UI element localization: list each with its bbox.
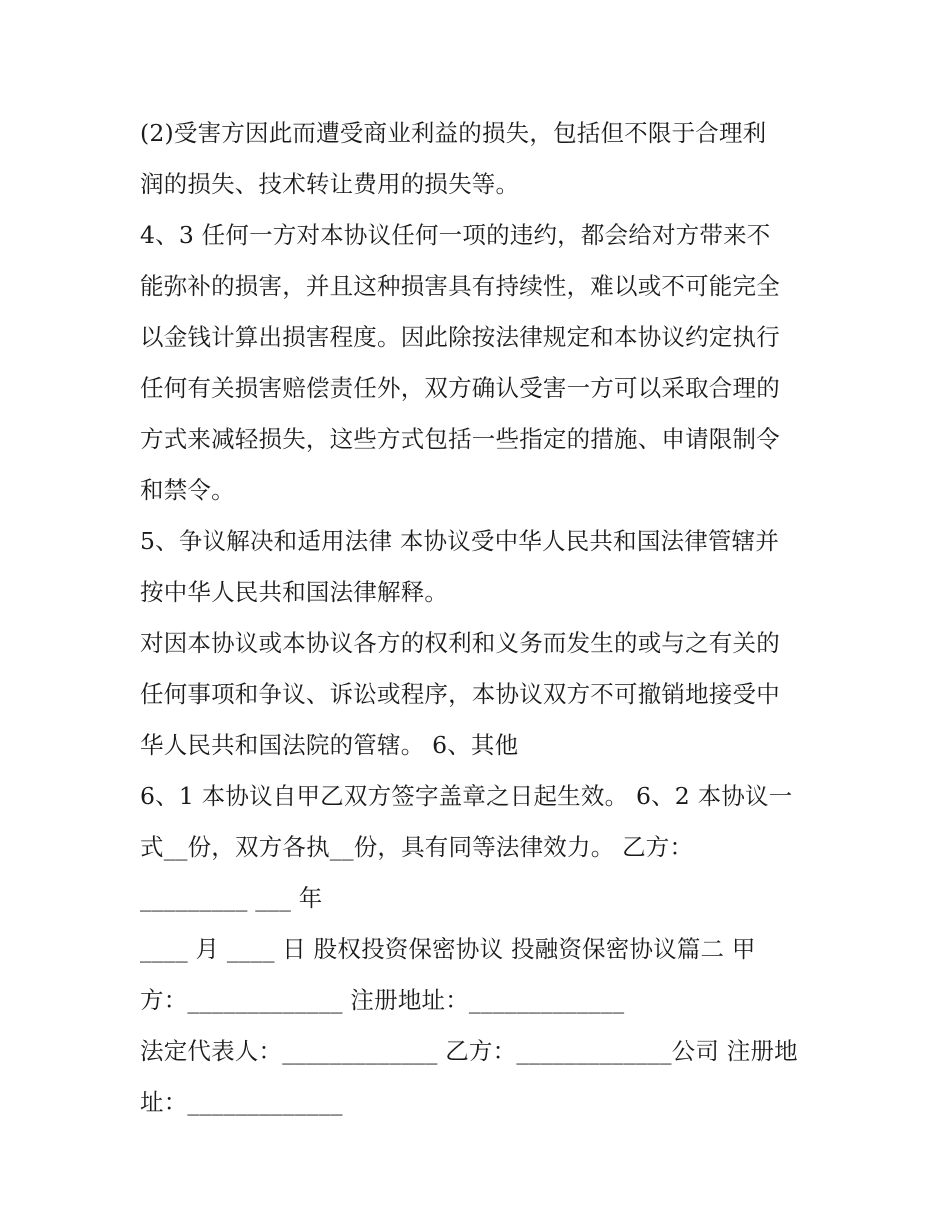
party-a-field-line: 方：_____________ 注册地址：_____________: [140, 986, 625, 1014]
text-line: 润的损失、技术转让费用的损失等。: [140, 170, 520, 198]
text-line: 对因本协议或本协议各方的权利和义务而发生的或与之有关的: [140, 629, 780, 657]
text-line: ____ 月 ____ 日 股权投资保密协议 投融资保密协议篇二 甲: [140, 935, 756, 963]
text-line: (2)受害方因此而遭受商业利益的损失，包括但不限于合理利: [140, 119, 767, 147]
text-line: 方式来减轻损失，这些方式包括一些指定的措施、申请限制令: [140, 425, 780, 453]
text-line: 按中华人民共和国法律解释。: [140, 578, 449, 606]
text-line: 6、1 本协议自甲乙双方签字盖章之日起生效。 6、2 本协议一: [140, 782, 793, 810]
text-line: 4、3 任何一方对本协议任何一项的违约，都会给对方带来不: [140, 221, 771, 249]
text-line: 能弥补的损害，并且这种损害具有持续性，难以或不可能完全: [140, 272, 780, 300]
text-line: 和禁令。: [140, 476, 235, 504]
signature-line: _________ ___ 年: [140, 884, 323, 912]
text-line: 式__份，双方各执__份，具有同等法律效力。 乙方：: [140, 833, 694, 861]
text-line: 5、争议解决和适用法律 本协议受中华人民共和国法律管辖并: [140, 527, 780, 555]
text-line: 任何事项和争议、诉讼或程序，本协议双方不可撤销地接受中: [140, 680, 780, 708]
text-line: 任何有关损害赔偿责任外，双方确认受害一方可以采取合理的: [140, 374, 780, 402]
representative-field-line: 法定代表人：_____________ 乙方：_____________公司 注册地: [140, 1037, 798, 1065]
document-body: [140, 108, 820, 1128]
text-line: 以金钱计算出损害程度。因此除按法律规定和本协议约定执行: [140, 323, 780, 351]
address-field-line: 址：_____________: [140, 1088, 343, 1116]
text-line: 华人民共和国法院的管辖。 6、其他: [140, 731, 519, 759]
